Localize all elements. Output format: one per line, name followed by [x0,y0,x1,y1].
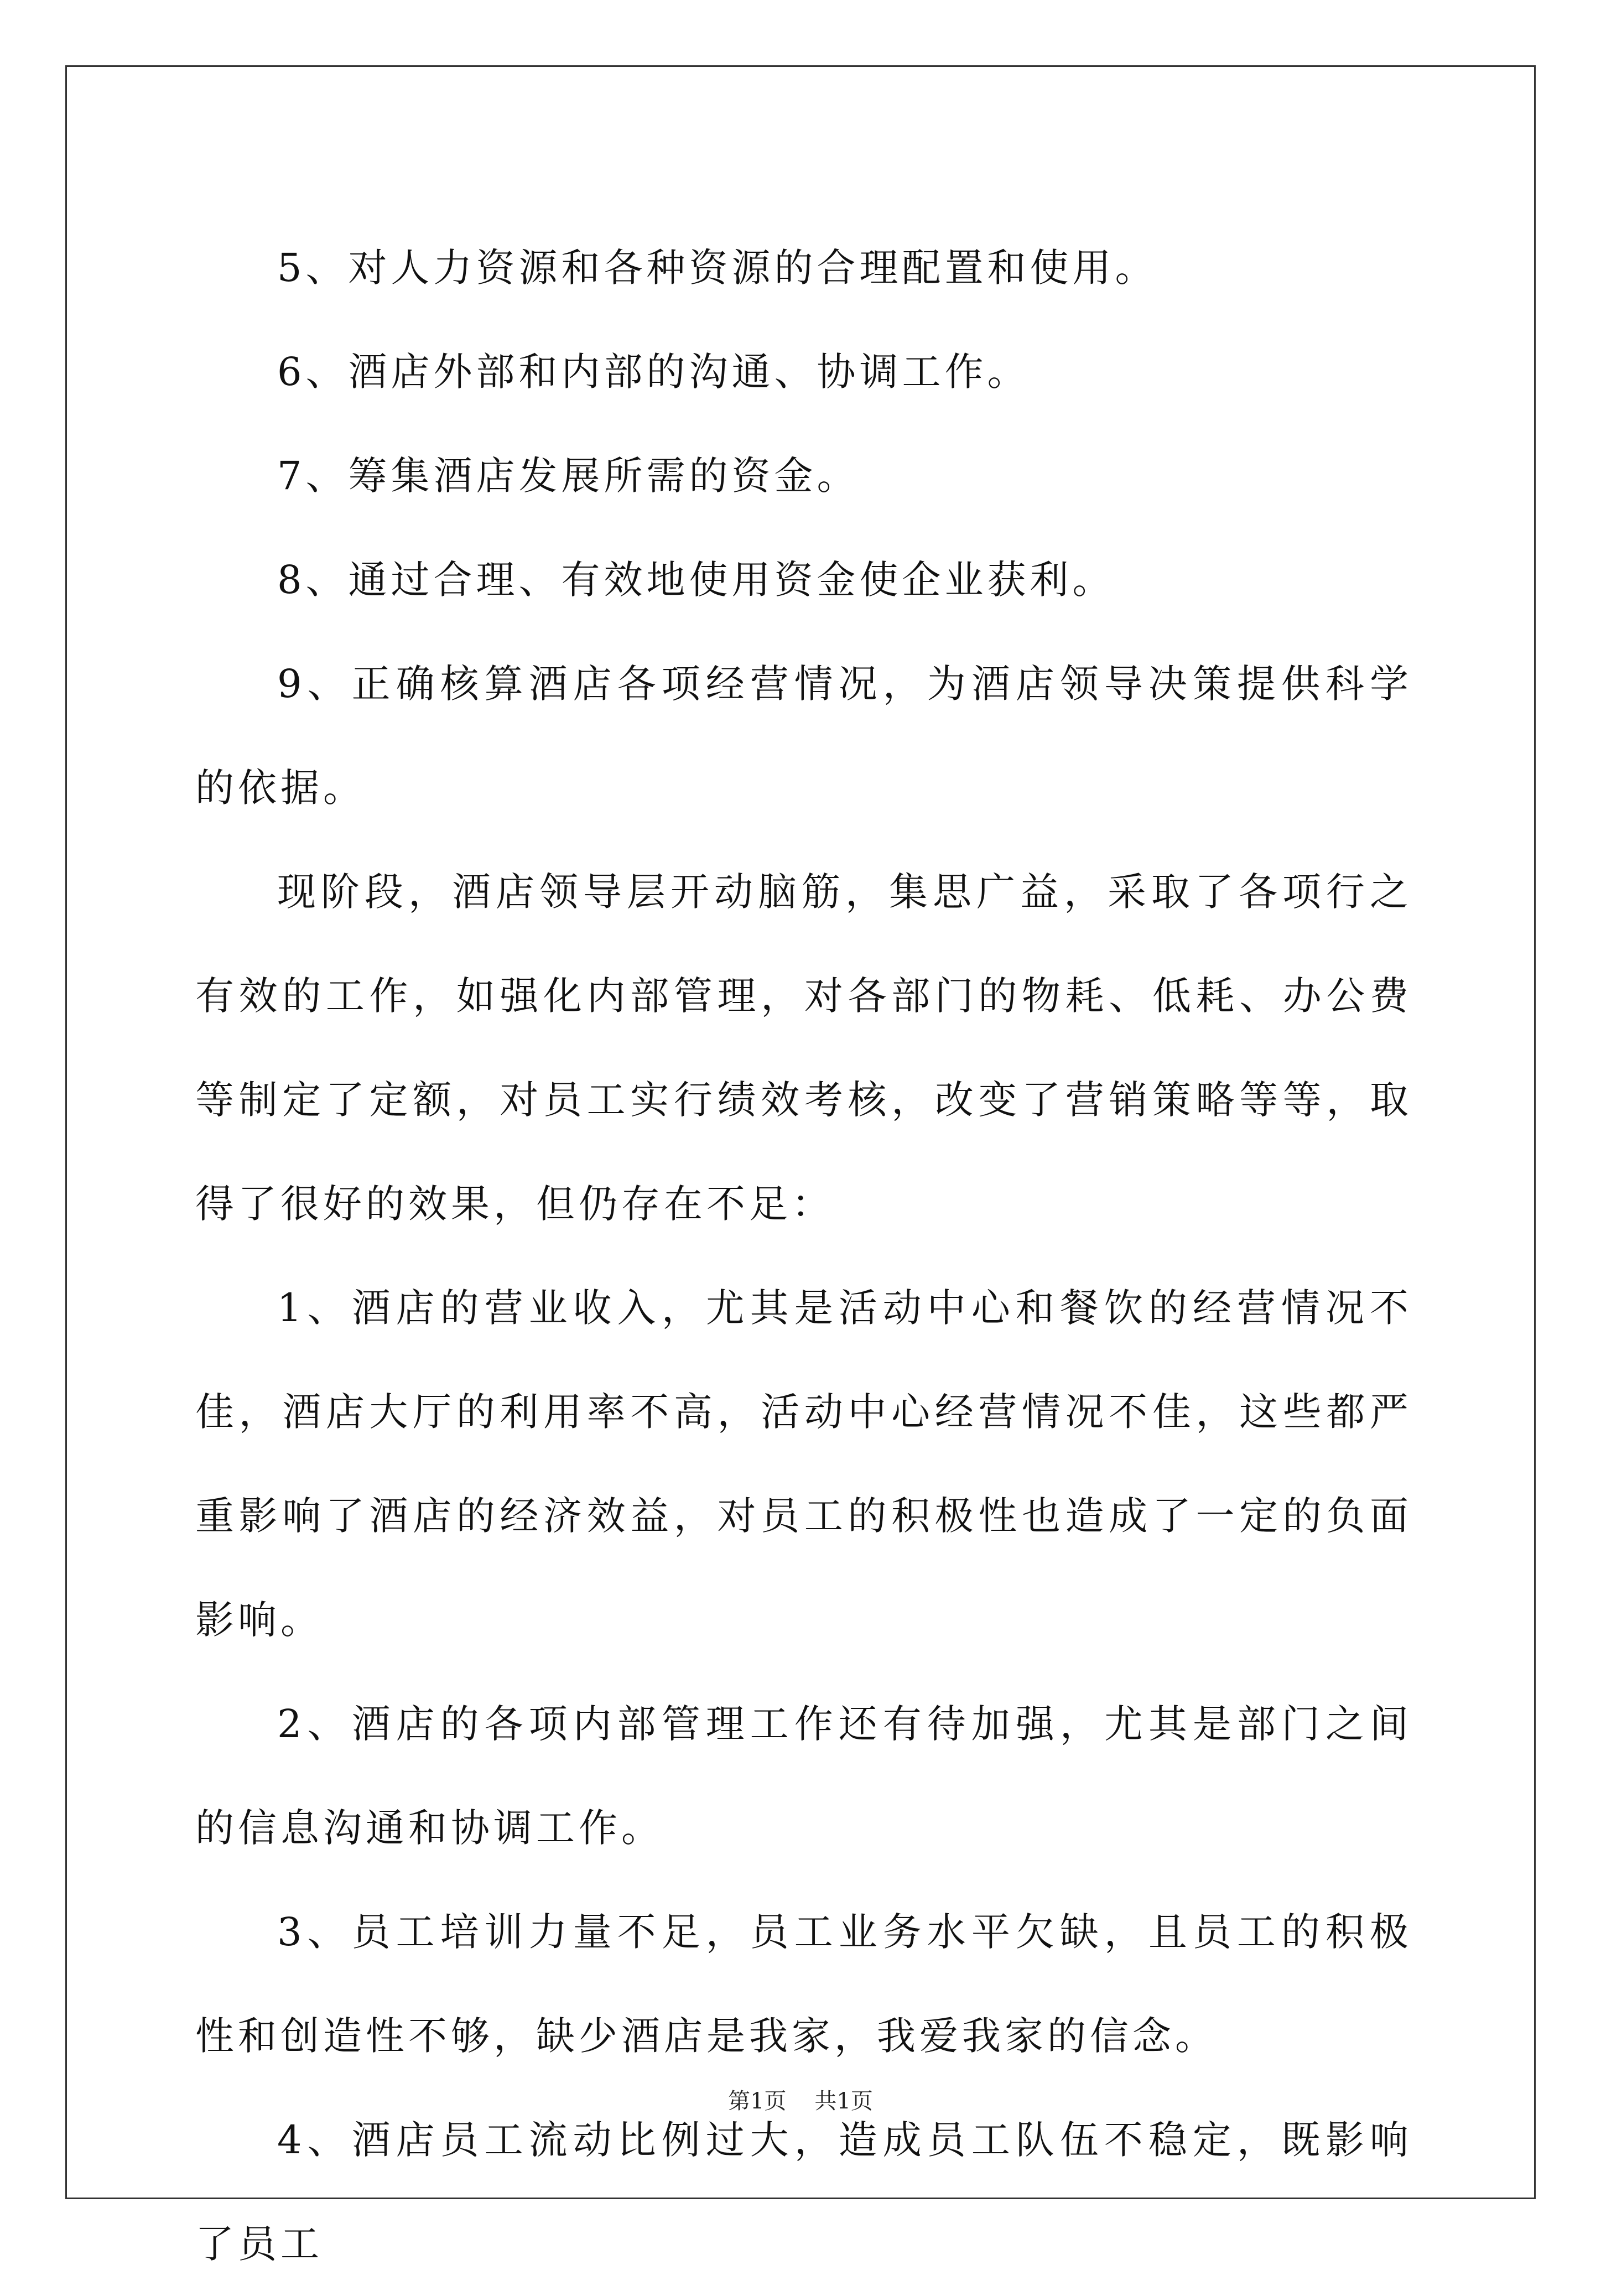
paragraph-item-7: 7、筹集酒店发展所需的资金。 [277,453,860,498]
page-footer [0,2085,1601,2118]
paragraph-item-5: 5、对人力资源和各种资源的合理配置和使用。 [277,245,1158,290]
page-number: 第1页 [728,2089,787,2114]
paragraph-item-8: 8、通过合理、有效地使用资金使企业获利。 [277,557,1115,602]
document-body [195,216,1412,2296]
paragraph-issue-1: 1、酒店的营业收入，尤其是活动中心和餐饮的经营情况不佳，酒店大厅的利用率不高，活动中心经营情况不佳，这些都严重影响了酒店的经济效益，对员工的积极性也造成了一定的负面影响。 [195,1285,1412,1643]
paragraph-item-6: 6、酒店外部和内部的沟通、协调工作。 [277,349,1030,394]
paragraph-issue-4: 4、酒店员工流动比例过大，造成员工队伍不稳定，既影响了员工 [195,2117,1412,2267]
paragraph-item-9: 9、正确核算酒店各项经营情况，为酒店领导决策提供科学的依据。 [195,661,1412,811]
paragraph-current-stage: 现阶段，酒店领导层开动脑筋，集思广益，采取了各项行之有效的工作，如强化内部管理，对各部门的物耗、低耗、办公费等制定了定额，对员工实行绩效考核，改变了营销策略等等，取得了很好的效果，但仍存在不足： [195,869,1412,1227]
paragraph-issue-2: 2、酒店的各项内部管理工作还有待加强，尤其是部门之间的信息沟通和协调工作。 [195,1701,1412,1851]
paragraph-issue-3: 3、员工培训力量不足，员工业务水平欠缺，且员工的积极性和创造性不够，缺少酒店是我家，我爱我家的信念。 [195,1909,1412,2059]
page-total: 共1页 [814,2089,873,2114]
